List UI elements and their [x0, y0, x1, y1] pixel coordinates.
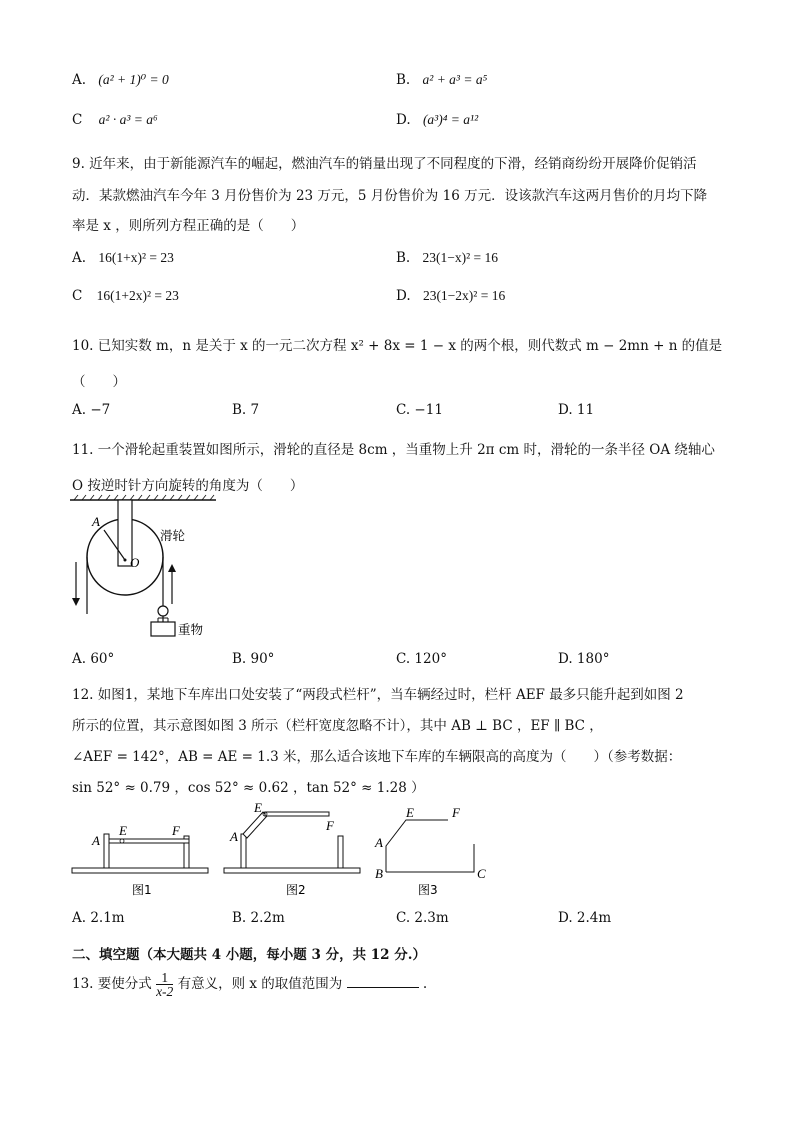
q10-option-c: C. −11 [396, 402, 443, 418]
q10-option-a: A. −7 [72, 402, 111, 418]
option-label: B. [396, 250, 411, 266]
q11-stem-line2: O 按逆时针方向旋转的角度为（ ） [72, 478, 304, 494]
option-label: A. [72, 250, 87, 266]
q11-option-d: D. 180° [558, 651, 610, 667]
fig3-label-a: A [375, 835, 383, 850]
label-a: A [92, 514, 100, 529]
q11-option-c: C. 120° [396, 651, 447, 667]
option-label: C [72, 112, 83, 128]
q12-stem-line3: ∠AEF = 142°，AB = AE = 1.3 米，那么适合该地下车库的车辆限高的高度为（ ）（参考数据： [72, 749, 682, 765]
q12-stem-line4: sin 52° ≈ 0.79 ，cos 52° ≈ 0.62 ，tan 52° ≈ 1.28 ） [72, 780, 425, 796]
option-expression: (a³)⁴ = a¹² [422, 112, 479, 127]
fig1-label-a: A [92, 833, 100, 848]
q12-option-b: B. 2.2m [232, 910, 285, 926]
q10-stem-line2: （ ） [72, 374, 126, 390]
option-expression: 23(1−2x)² = 16 [422, 288, 506, 303]
q13-fraction [156, 971, 173, 998]
q11-option-b: B. 90° [232, 651, 275, 667]
figure-1 [70, 818, 212, 900]
q8-option-d [396, 112, 478, 128]
fig1-caption: 图1 [132, 883, 152, 897]
q13-suffix: 有意义，则 x 的取值范围为 [177, 976, 343, 992]
q13-stem [72, 970, 427, 998]
option-label: C [72, 288, 83, 304]
fig3-caption: 图3 [418, 883, 438, 897]
q10-option-d: D. 11 [558, 402, 595, 418]
fig1-label-f: F [172, 823, 180, 838]
q9-stem-line3: 率是 x ，则所列方程正确的是（ ） [72, 218, 305, 234]
q8-option-b [396, 72, 487, 88]
option-expression: 23(1−x)² = 16 [422, 250, 499, 265]
q9-option-c [72, 288, 179, 304]
section-heading: 二、填空题（本大题共 4 小题，每小题 3 分，共 12 分.） [72, 947, 426, 963]
q11-stem-line1: 11. 一个滑轮起重装置如图所示，滑轮的直径是 8cm ，当重物上升 2π cm 时，滑轮的一条半径 OA 绕轴心 [72, 442, 715, 458]
option-expression: a² + a³ = a⁵ [422, 72, 488, 87]
q11-option-a: A. 60° [72, 651, 115, 667]
label-o: O [130, 555, 140, 570]
fig3-label-f: F [452, 805, 460, 820]
label-pulley: 滑轮 [160, 528, 186, 543]
q8-option-a [72, 72, 169, 88]
q9-option-d [396, 288, 505, 304]
answer-blank[interactable] [347, 975, 419, 988]
fig2-label-f: F [326, 818, 334, 833]
fig2-label-a: A [230, 829, 238, 844]
q9-option-b [396, 250, 498, 266]
figure-2 [222, 800, 364, 900]
option-label: B. [396, 72, 411, 88]
q13-prefix: 13. 要使分式 [72, 976, 152, 992]
label-weight: 重物 [178, 622, 204, 637]
fraction-numerator: 1 [156, 971, 173, 985]
q10-option-b: B. 7 [232, 402, 260, 418]
option-label: A. [72, 72, 87, 88]
fraction-denominator: x-2 [156, 984, 174, 999]
figure-3 [372, 800, 496, 900]
fig3-label-b: B [375, 866, 383, 881]
fig2-label-e: E [254, 800, 262, 815]
q12-stem-line1: 12. 如图1，某地下车库出口处安装了“两段式栏杆”，当车辆经过时，栏杆 AEF 最多只能升起到如图 2 [72, 687, 684, 703]
q13-end: . [422, 976, 428, 992]
pulley-figure [68, 494, 238, 644]
q12-option-d: D. 2.4m [558, 910, 612, 926]
q12-stem-line2: 所示的位置，其示意图如图 3 所示（栏杆宽度忽略不计），其中 AB ⊥ BC ，EF ∥ BC ， [72, 718, 603, 734]
option-expression: 16(1+x)² = 23 [98, 250, 174, 265]
fig3-label-e: E [406, 805, 414, 820]
option-label: D. [396, 112, 411, 128]
q8-option-c [72, 112, 158, 128]
q12-option-a: A. 2.1m [72, 910, 125, 926]
fig3-label-c: C [477, 866, 486, 881]
q9-stem-line2: 动．某款燃油汽车今年 3 月份售价为 23 万元，5 月份售价为 16 万元．设该款汽车这两月售价的月均下降 [72, 188, 708, 204]
option-expression: a² · a³ = a⁶ [98, 112, 158, 127]
option-expression: (a² + 1)⁰ = 0 [98, 72, 169, 87]
q12-option-c: C. 2.3m [396, 910, 449, 926]
q10-stem-line1: 10. 已知实数 m，n 是关于 x 的一元二次方程 x² + 8x = 1 − x 的两个根，则代数式 m − 2mn + n 的值是 [72, 338, 723, 354]
q9-stem-line1: 9. 近年来，由于新能源汽车的崛起，燃油汽车的销量出现了不同程度的下滑，经销商纷纷开展降价促销活 [72, 156, 697, 172]
option-expression: 16(1+2x)² = 23 [96, 288, 179, 303]
q9-option-a [72, 250, 174, 266]
fig2-caption: 图2 [286, 883, 306, 897]
fig1-label-e: E [119, 823, 127, 838]
option-label: D. [396, 288, 411, 304]
